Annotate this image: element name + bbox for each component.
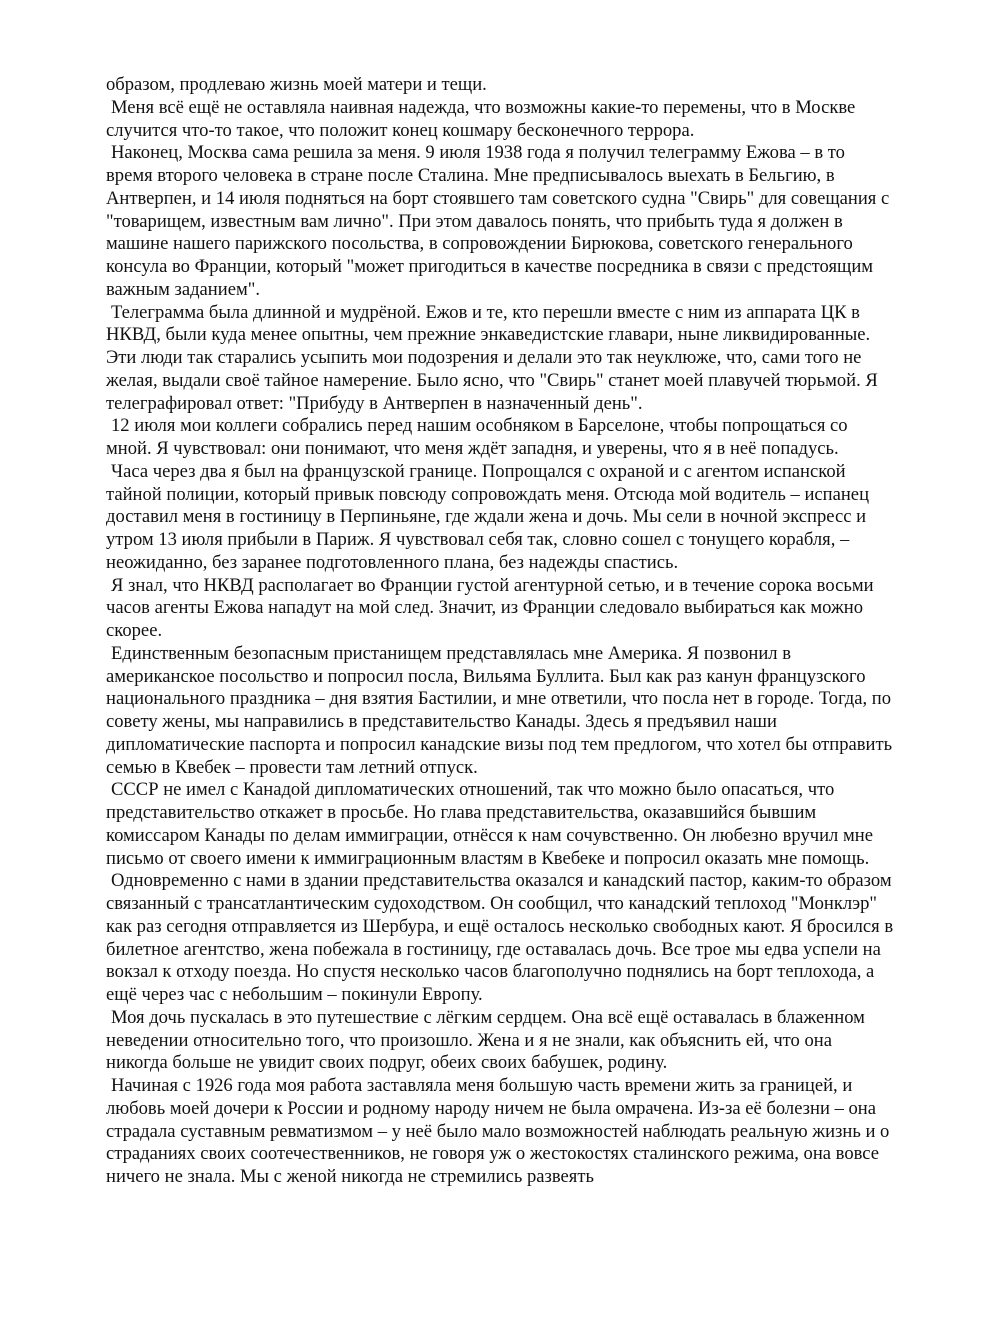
paragraph: Начиная с 1926 года моя работа заставляла меня большую часть времени жить за границей, и любовь моей дочери к России и родному народу ничем не была омрачена. Из-за её болезни – она страдала суставным ревматизмом – у неё было мало возможностей наблюдать реальную жизнь и о страданиях своих соотечественников, не говоря уж о жестокостях сталинского режима, она вовсе ничего не знала. Мы с женой никогда не стремились развеять xyxy=(106,1075,890,1187)
paragraph: 12 июля мои коллеги собрались перед нашим особняком в Барселоне, чтобы попрощаться со мной. Я чувствовал: они понимают, что меня ждёт западня, и уверены, что я в неё попадусь. xyxy=(106,415,848,459)
paragraph: СССР не имел с Канадой дипломатических отношений, так что можно было опасаться, что представительство откажет в просьбе. Но глава представительства, оказавшийся бывшим комиссаром Канады по делам иммиграции, отнёсся к нам сочувственно. Он любезно вручил мне письмо от своего имени к иммиграционным властям в Квебеке и попросил оказать мне помощь. xyxy=(106,779,873,869)
paragraph: Я знал, что НКВД располагает во Франции густой агентурной сетью, и в течение сорока восьми часов агенты Ежова нападут на мой след. Значит, из Франции следовало выбираться как можно скорее. xyxy=(106,574,874,641)
paragraph: Наконец, Москва сама решила за меня. 9 июля 1938 года я получил телеграмму Ежова – в то время второго человека в стране после Сталина. Мне предписывалось выехать в Бельгию, в Антверпен, и 14 июля подняться на борт стоявшего там советского судна "Свирь" для совещания с "товарищем, известным вам лично". При этом давалось понять, что прибыть туда я должен в машине нашего парижского посольства, в сопровождении Бирюкова, советского генерального консула во Франции, который "может пригодиться в качестве посредника в связи с предстоящим важным заданием". xyxy=(106,142,890,300)
paragraph: образом, продлеваю жизнь моей матери и тещи. xyxy=(106,74,487,95)
paragraph: Меня всё ещё не оставляла наивная надежда, что возможны какие-то перемены, что в Москве случится что-то такое, что положит конец кошмару бесконечного террора. xyxy=(106,96,856,141)
paragraph: Одновременно с нами в здании представительства оказался и канадский пастор, каким-то образом связанный с трансатлантическим судоходством. Он сообщил, что канадский теплоход "Монклэр" как раз сегодня отправляется из Шербура, и ещё осталось несколько свободных кают. Я бросился в билетное агентство, жена побежала в гостиницу, где оставалась дочь. Все трое мы едва успели на вокзал к отходу поезда. Но спустя несколько часов благополучно поднялись на борт теплохода, а ещё через час с небольшим – покинули Европу. xyxy=(106,870,894,1005)
document-page xyxy=(106,74,894,1189)
paragraph: Единственным безопасным пристанищем представлялась мне Америка. Я позвонил в американское посольство и попросил посла, Вильяма Буллита. Был как раз канун французского национального праздника – дня взятия Бастилии, и мне ответили, что посла нет в городе. Тогда, по совету жены, мы направились в представительство Канады. Здесь я предъявил наши дипломатические паспорта и попросил канадские визы под тем предлогом, что хотел бы отправить семью в Квебек – провести там летний отпуск. xyxy=(106,642,893,778)
paragraph: Часа через два я был на французской границе. Попрощался с охраной и с агентом испанской тайной полиции, который привык повсюду сопровождать меня. Отсюда мой водитель – испанец доставил меня в гостиницу в Перпиньяне, где ждали жена и дочь. Мы сели в ночной экспресс и утром 13 июля прибыли в Париж. Я чувствовал себя так, словно сошел с тонущего корабля, – неожиданно, без заранее подготовленного плана, без надежды спастись. xyxy=(106,460,870,573)
paragraph: Моя дочь пускалась в это путешествие с лёгким сердцем. Она всё ещё оставалась в блаженном неведении относительно того, что произошло. Жена и я не знали, как объяснить ей, что она никогда больше не увидит своих подруг, обеих своих бабушек, родину. xyxy=(106,1006,865,1074)
paragraph: Телеграмма была длинной и мудрёной. Ежов и те, кто перешли вместе с ним из аппарата ЦК в НКВД, были куда менее опытны, чем прежние энкаведистские главари, ныне ликвидированные. Эти люди так старались усыпить мои подозрения и делали это так неуклюже, что, сами того не желая, выдали своё тайное намерение. Было ясно, что "Свирь" станет моей плавучей тюрьмой. Я телеграфировал ответ: "Прибуду в Антверпен в назначенный день". xyxy=(106,301,878,414)
